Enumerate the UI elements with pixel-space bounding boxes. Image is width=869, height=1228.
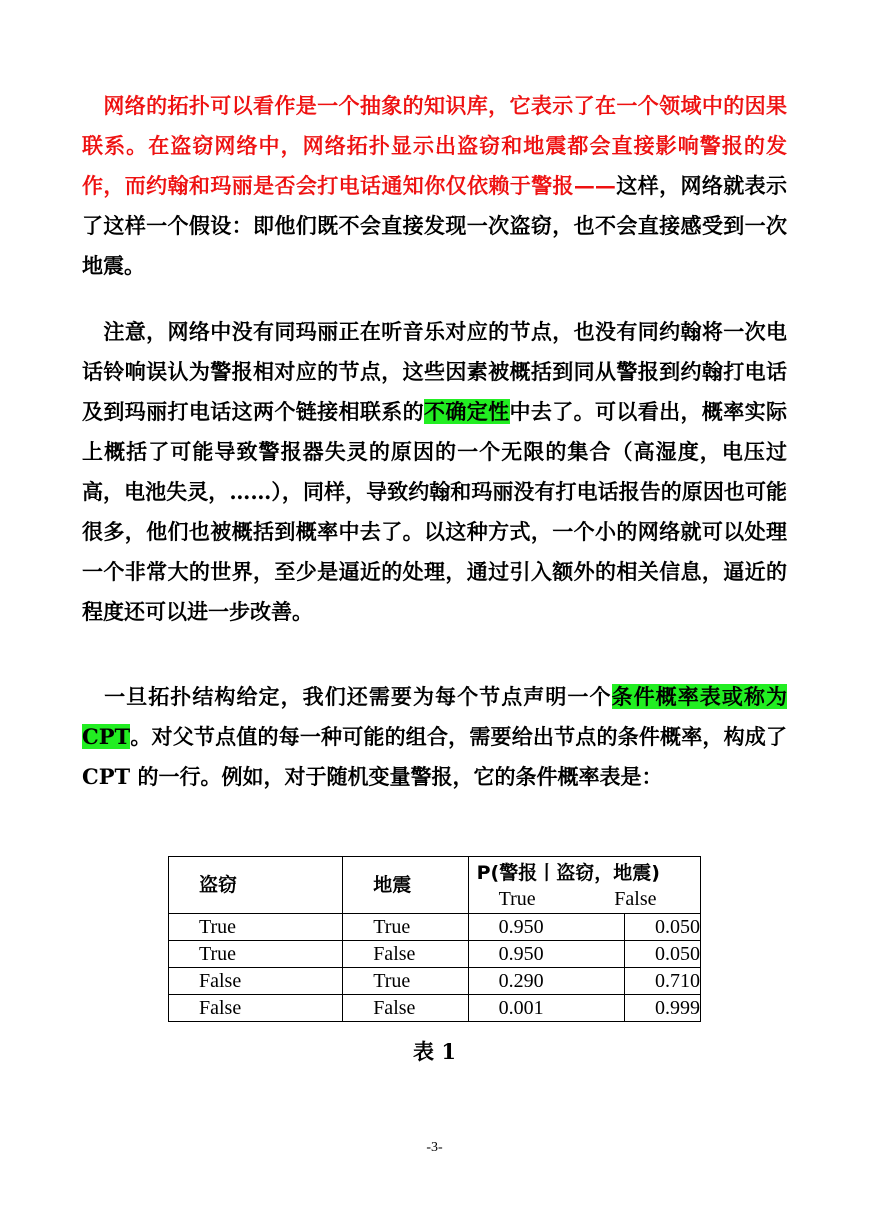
paragraph-text: 中去了。可以看出，概率实际上概括了可能导致警报器失灵的原因的一个无限的集合（高湿度，电压过高，电池失灵，……），同样，导致约翰和玛丽没有打电话报告的原因也可能很多，他们也被概括到概率中去了。以这种方式，一个小的网络就可以处理一个非常大的世界，至少是逼近的处理，通过引入额外的相关信息，逼近的程度还可以进一步改善。 [82, 399, 787, 624]
cell-burglary: False [169, 968, 343, 995]
probability-subheaders [469, 887, 700, 911]
cell-earthquake: False [343, 941, 468, 968]
highlighted-term: 条件概率表或称为 CPT [82, 684, 787, 749]
cell-p-false: 0.050 [625, 941, 701, 968]
page-number: -3- [426, 1140, 443, 1155]
paragraph-text: 一旦拓扑结构给定，我们还需要为每个节点声明一个 [103, 684, 612, 709]
cell-p-true: 0.001 [468, 995, 624, 1022]
highlighted-term: 不确定性 [424, 399, 510, 424]
cell-p-true: 0.950 [468, 941, 624, 968]
cell-earthquake: False [343, 995, 468, 1022]
cell-p-false: 0.710 [625, 968, 701, 995]
table-caption: 表 1 [413, 1039, 456, 1064]
cell-p-true: 0.290 [468, 968, 624, 995]
probability-title: P(警报丨盗窃，地震) [476, 862, 660, 884]
table-row [169, 914, 701, 941]
cell-p-false: 0.999 [625, 995, 701, 1022]
paragraph-topology [82, 86, 787, 286]
subheader-false: False [614, 888, 657, 910]
header-burglary: 盗窃 [169, 857, 343, 914]
table-header-row [169, 857, 701, 914]
cell-p-false: 0.050 [625, 914, 701, 941]
cell-p-true: 0.950 [468, 914, 624, 941]
red-emphasis-text: 网络的拓扑可以看作是一个抽象的知识库，它表示了在一个领域中的因果联系。在盗窃网络中，网络拓扑显示出盗窃和地震都会直接影响警报的发作，而约翰和玛丽是否会打电话通知你仅依赖于警报—— [82, 93, 787, 198]
cell-burglary: True [169, 941, 343, 968]
subheader-true: True [498, 888, 536, 910]
cell-burglary: False [169, 995, 343, 1022]
paragraph-text: 这样，网络就表示了这样一个假设：即他们既不会直接发现一次盗窃，也不会直接感受到一次地震。 [82, 173, 788, 278]
cpt-table [168, 856, 701, 1022]
table-row [169, 941, 701, 968]
paragraph-cpt [82, 677, 787, 797]
paragraph-text: 注意，网络中没有同玛丽正在听音乐对应的节点，也没有同约翰将一次电话铃响误认为警报相对应的节点，这些因素被概括到同从警报到约翰打电话及到玛丽打电话这两个链接相联系的 [82, 319, 787, 424]
cell-earthquake: True [343, 968, 468, 995]
header-probability [468, 857, 700, 914]
table-row [169, 968, 701, 995]
table-row [169, 995, 701, 1022]
paragraph-text: 。对父节点值的每一种可能的组合，需要给出节点的条件概率，构成了 CPT 的一行。例如，对于随机变量警报，它的条件概率表是： [82, 724, 787, 789]
cell-burglary: True [169, 914, 343, 941]
cell-earthquake: True [343, 914, 468, 941]
header-earthquake: 地震 [343, 857, 468, 914]
paragraph-uncertainty [82, 312, 787, 632]
